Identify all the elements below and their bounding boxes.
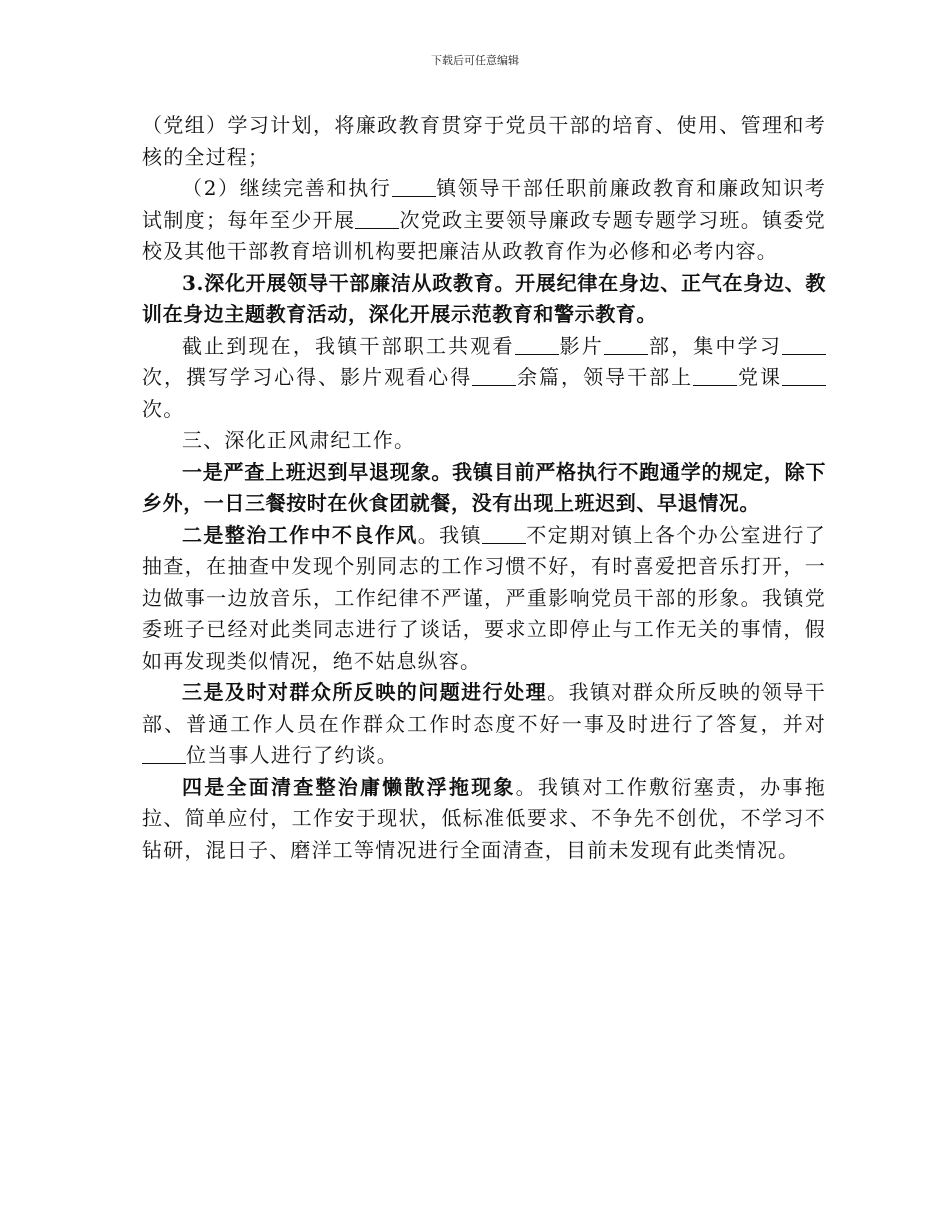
text-segment: 影片 <box>558 333 604 358</box>
text-segment: 余篇，领导干部上 <box>516 365 694 389</box>
text-segment: 。我镇对工作敷衍塞责，办事拖拉、简单应付，工作安于现状，低标准低要求、不争先不创优，不学习不钻研，混日子、磨洋工等情况进行全面清查，目前未发现有此类情况。 <box>142 774 826 862</box>
text-segment: 镇领导干部任职前廉政教育和廉政知识考试制度；每年至少开展 <box>142 176 826 232</box>
text-segment: 党课 <box>737 365 782 389</box>
text-segment: 。我镇 <box>417 522 483 547</box>
text-segment: 截止到现在，我镇干部职工共观看 <box>182 333 515 358</box>
text-segment: 次党政主要领导廉政专题专题学习班。镇委党校及其他干部教育培训机构要把廉洁从政教育作为必修和必考内容。 <box>142 207 827 263</box>
paragraph-study-plan: （党组）学习计划，将廉政教育贯穿于党员干部的培育、使用、管理和考核的全过程； <box>142 113 826 169</box>
text-segment: 部，集中学习 <box>647 333 782 358</box>
paragraph-exam-system <box>142 173 826 268</box>
blank-field <box>392 178 436 197</box>
text-segment: 次。 <box>142 396 185 421</box>
text-segment: 。我镇对群众所反映的领导干部、普通工作人员在作群众工作时态度不好一事及时进行了答复，并对 <box>142 680 826 736</box>
blank-field <box>472 367 516 386</box>
blank-field <box>604 336 648 355</box>
blank-field <box>355 210 399 229</box>
paragraph-inaction-cleanup <box>142 772 826 867</box>
document-body <box>142 110 826 866</box>
blank-field <box>782 336 826 355</box>
lead-phrase: 二是整治工作中不良作风 <box>182 522 418 547</box>
lead-phrase: 四是全面清查整治庸懒散浮拖现象 <box>182 774 516 799</box>
paragraph-attendance-check: 一是严查上班迟到早退现象。我镇目前严格执行不跑通学的规定，除下乡外，一日三餐按时在伙食团就餐，没有出现上班迟到、早退情况。 <box>142 459 826 515</box>
section-heading-discipline: 三、深化正风肃纪工作。 <box>182 428 416 452</box>
blank-field <box>515 336 559 355</box>
paragraph-work-style <box>142 520 826 678</box>
text-segment: 次，撰写学习心得、影片观看心得 <box>142 365 473 389</box>
blank-field <box>782 367 826 386</box>
text-segment: 位当事人进行了约谈。 <box>186 743 398 767</box>
lead-phrase: 三是及时对群众所反映的问题进行处理 <box>182 680 548 704</box>
text-segment: （2）继续完善和执行 <box>182 176 392 200</box>
paragraph-public-feedback <box>142 677 826 772</box>
paragraph-study-statistics <box>142 331 826 426</box>
section-heading-leadership-education: 3.深化开展领导干部廉洁从政教育。开展纪律在身边、正气在身边、教训在身边主题教育活动，深化开展示范教育和警示教育。 <box>142 270 826 326</box>
page-header: 下载后可任意编辑 <box>431 54 519 67</box>
blank-field <box>142 745 186 764</box>
blank-field <box>693 367 737 386</box>
text-segment: 不定期对镇上各个办公室进行了抽查，在抽查中发现个别同志的工作习惯不好，有时喜爱把音乐打开，一边做事一边放音乐，工作纪律不严谨，严重影响党员干部的形象。我镇党委班子已经对此类同志进行了谈话，要求立即停止与工作无关的事情，假如再发现类似情况，绝不姑息纵容。 <box>142 522 827 673</box>
blank-field <box>482 525 526 544</box>
